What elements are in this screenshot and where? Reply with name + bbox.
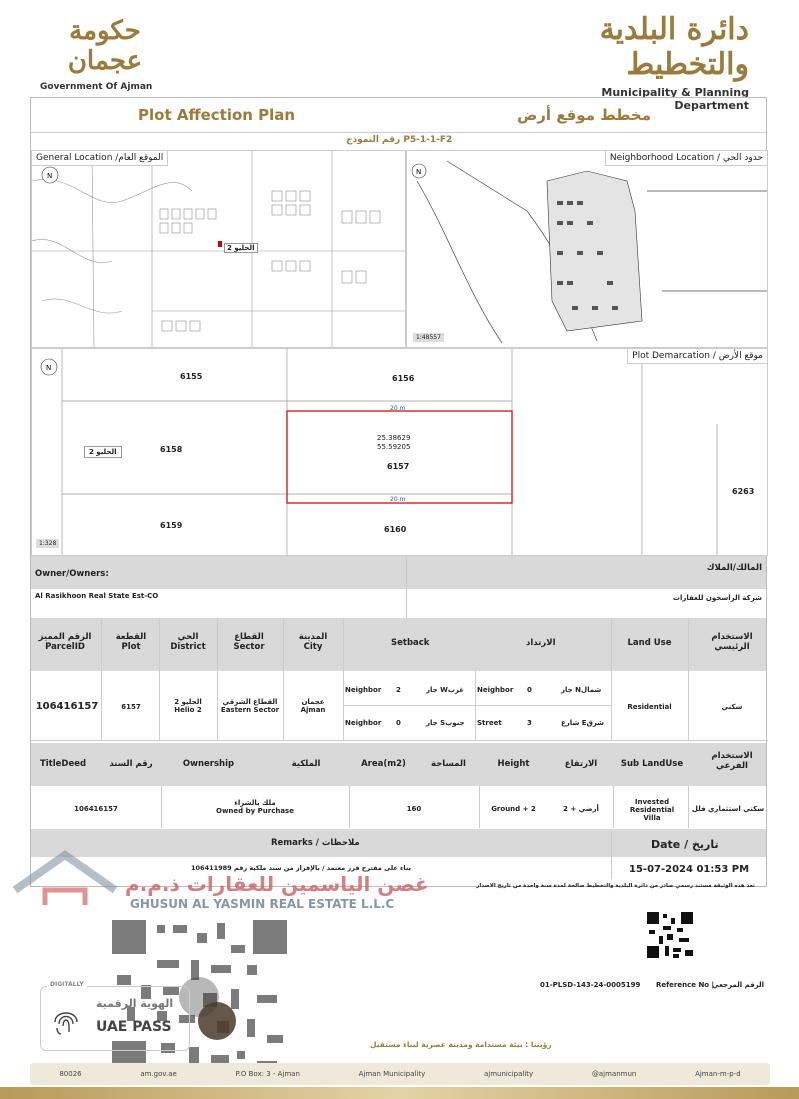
setback-r2-right-value: 3 — [527, 719, 532, 727]
fingerprint-icon — [49, 1002, 83, 1036]
plot-6159: 6159 — [160, 521, 183, 530]
ownership-value-en: Owned by Purchase — [216, 807, 294, 815]
svg-text:N: N — [47, 172, 53, 180]
department-logo-arabic: دائرة البلدية والتخطيط — [599, 12, 749, 82]
grid-line — [613, 786, 614, 828]
header-plot-en: Plot — [121, 642, 141, 652]
agency-seal-icon — [198, 1002, 236, 1040]
neighborhood-location-label: Neighborhood Location / حدود الحي — [605, 151, 767, 166]
plot-demarcation-label: Plot Demarcation / موقع الأرض — [627, 349, 767, 364]
footer-twitter[interactable]: @ajmanmun — [591, 1070, 637, 1078]
grid-line — [283, 618, 284, 740]
neighborhood-location-map — [406, 150, 768, 348]
header-landuse-en: Land Use — [627, 638, 672, 648]
ownership-value — [161, 799, 349, 815]
header-area-ar: المساحة — [431, 759, 466, 769]
department-logo-english: Municipality & Planning Department — [601, 86, 749, 112]
footer-phone[interactable]: 80026 — [59, 1070, 82, 1078]
header-parcel-ar: الرقم المميز — [38, 632, 92, 642]
header-city — [283, 632, 343, 652]
landuse-ar: سكني — [721, 703, 743, 711]
decorative-bottom-strip — [0, 1087, 799, 1099]
header-district-ar: الحي — [177, 632, 199, 642]
grid-line — [343, 705, 611, 706]
plot-6156: 6156 — [392, 374, 415, 383]
government-logo-arabic: حكومة عجمان — [67, 16, 143, 76]
agency-house-logo — [10, 850, 125, 920]
header-city-ar: المدينة — [298, 632, 328, 642]
setback-r2-left-value: 0 — [396, 719, 401, 727]
header-area-en: Area(m2) — [361, 759, 406, 769]
height-value-en: Ground + 2 — [491, 805, 536, 813]
district-value — [159, 698, 217, 714]
header-ownership-ar: الملكية — [291, 759, 321, 769]
plot-number: 6157 — [121, 703, 141, 711]
general-location-label: General Location /الموقع العام — [32, 151, 168, 166]
edge-length-top: 20 m — [390, 405, 406, 412]
title-row — [31, 98, 766, 133]
height-value-ar: أرضي + 2 — [563, 805, 599, 813]
grid-line — [611, 618, 612, 740]
general-location-map — [31, 150, 406, 348]
header-height-ar: الارتفاع — [564, 759, 598, 769]
remarks-label: Remarks / ملاحظات — [271, 838, 360, 848]
remarks-text: بناء على مقترح فرز معتمد / بالإفراز من سند ملكية رقم 106411989 — [191, 864, 411, 872]
parcel-id: 106416157 — [35, 701, 99, 712]
general-map-drawing — [32, 151, 406, 348]
header-plot — [103, 632, 159, 652]
setback-r2-left-type: Neighbor — [345, 719, 382, 727]
header-district — [159, 632, 217, 652]
agency-name-en: GHUSUN AL YASMIN REAL ESTATE L.L.C — [130, 897, 395, 911]
plot-6157: 6157 — [387, 462, 410, 471]
setback-r1-left-direction: غربW جار — [426, 686, 465, 694]
sub-landuse-ar: سكني استثماري فلل — [691, 805, 765, 813]
neighborhood-scale: 1:48557 — [413, 333, 444, 342]
header-sector — [217, 632, 281, 652]
header-sublanduse-en: Sub LandUse — [620, 759, 684, 769]
city-value-en: Ajman — [300, 706, 326, 714]
date-label: Date / تاريخ — [651, 838, 719, 851]
uae-pass-digitally: DIGITALLY — [47, 981, 87, 988]
landuse-en: Residential — [627, 703, 672, 711]
setback-r1-right-type: Neighbor — [477, 686, 514, 694]
verification-qr-code-icon — [645, 910, 695, 960]
grid-line — [479, 786, 480, 828]
issue-date: 15-07-2024 01:53 PM — [629, 864, 750, 875]
plot-6263: 6263 — [732, 487, 755, 496]
plot-6155: 6155 — [180, 372, 203, 381]
footer-pobox: P.O Box: 3 - Ajman — [235, 1070, 300, 1078]
grid-line — [688, 786, 689, 828]
reference-label-en: Reference No | — [656, 981, 715, 989]
header-parcel — [33, 632, 97, 652]
setback-r1-right-direction: شمالN جار — [561, 686, 602, 694]
header-city-en: City — [303, 642, 323, 652]
header-district-en: District — [170, 642, 206, 652]
grid-line — [161, 786, 162, 828]
header-titledeed-en: TitleDeed — [39, 759, 87, 769]
coordinates — [377, 434, 410, 452]
owner-label-en: Owner/Owners: — [35, 569, 109, 579]
validity-note: تعد هذه الوثيقة مستند رسمي صادر من دائرة البلدية والتخطيط صالحة لمدة سنة واحدة من تاريخ الاصدار — [476, 883, 755, 889]
agency-name-ar: غصن الياسمين للعقارات ذ.م.م — [125, 872, 429, 896]
page-title-ar: مخطط موقع أرض — [517, 106, 651, 124]
footer-contacts — [30, 1063, 770, 1085]
ownership-value-ar: ملك بالشراء — [234, 799, 276, 807]
svg-text:N: N — [46, 364, 52, 372]
grid-line — [349, 786, 350, 828]
district-tag: الحليو 2 — [84, 446, 122, 458]
city-value — [283, 698, 343, 714]
reference-label-ar: الرقم المرجعي — [712, 981, 765, 989]
sector-value-en: Eastern Sector — [220, 706, 280, 714]
owner-divider — [406, 556, 407, 618]
plot-6160: 6160 — [384, 525, 407, 534]
coordinate-lon: 55.59205 — [377, 443, 411, 451]
government-logo — [40, 16, 170, 92]
neighborhood-map-drawing — [407, 151, 768, 348]
header-sublanduse-ar: الاستخدام الفرعي — [711, 751, 753, 771]
area-value: 160 — [406, 805, 422, 813]
uae-pass-box — [40, 981, 190, 1051]
edge-length-bottom: 20 m — [390, 496, 406, 503]
header-ownership-en: Ownership — [182, 759, 235, 769]
district-value-ar: الحليو 2 — [174, 698, 202, 706]
header-titledeed-ar: رقم السند — [109, 759, 153, 769]
header-parcel-en: ParcelID — [45, 642, 85, 652]
setback-r1-left-type: Neighbor — [345, 686, 382, 694]
plot-demarcation-map — [31, 348, 768, 556]
grid-line — [343, 618, 344, 740]
sector-value-ar: القطاع الشرقي — [222, 698, 278, 706]
setback-r2-right-type: Street — [477, 719, 502, 727]
government-logo-english: Government Of Ajman — [40, 82, 153, 92]
setback-r2-right-direction: شرقE شارع — [561, 719, 605, 727]
owner-name-ar: شركة الراسخون للعقارات — [672, 594, 762, 602]
uae-pass-en: UAE PASS — [96, 1019, 172, 1035]
coordinate-lat: 25.38629 — [377, 434, 411, 442]
footer-website[interactable]: am.gov.ae — [140, 1070, 177, 1078]
owner-header-bar — [31, 556, 766, 589]
grid-line — [159, 618, 160, 740]
footer-instagram[interactable]: Ajman-m-p-d — [695, 1070, 741, 1078]
page-title-en: Plot Affection Plan — [138, 106, 296, 124]
plan-frame — [30, 97, 767, 887]
general-district-tag: الحليو 2 — [224, 243, 258, 253]
owner-name-en: Al Rasikhoon Real State Est-CO — [35, 592, 159, 600]
grid-line — [611, 829, 612, 879]
sector-value — [217, 698, 283, 714]
vision-statement: رؤيتنا : بيئة مستدامة ومدينة عصرية لبناء مستقبل — [370, 1040, 552, 1049]
grid-line — [31, 740, 768, 741]
owner-label-ar: المالك/الملاك — [706, 563, 762, 573]
header-setback-en: Setback — [391, 638, 430, 648]
setback-r1-right-value: 0 — [527, 686, 532, 694]
header-plot-ar: القطعة — [115, 632, 147, 642]
grid-line — [217, 618, 218, 740]
plot-6158: 6158 — [160, 445, 183, 454]
header-sector-ar: القطاع — [234, 632, 264, 642]
setback-r2-left-direction: جنوبS جار — [426, 719, 465, 727]
setback-r1-left-value: 2 — [396, 686, 401, 694]
city-value-ar: عجمان — [301, 698, 325, 706]
footer-email[interactable]: ajmunicipality — [484, 1070, 534, 1078]
form-number: رقم النموذج P5-1-1-F2 — [346, 135, 453, 145]
header-setback-ar: الارتداد — [526, 638, 556, 648]
header-height-en: Height — [497, 759, 530, 769]
footer-facebook[interactable]: Ajman Municipality — [358, 1070, 426, 1078]
demarcation-scale: 1:328 — [36, 539, 59, 548]
grid-line — [688, 618, 689, 740]
district-value-en: Helio 2 — [174, 706, 202, 714]
header-sector-en: Sector — [233, 642, 265, 652]
titledeed-value: 106416157 — [74, 805, 118, 813]
reference-number: 01-PLSD-143-24-0005199 — [540, 981, 641, 989]
svg-text:N: N — [416, 168, 422, 176]
uae-pass-ar: الهوية الرقمية — [96, 997, 174, 1010]
header-landuse-ar: الاستخدام الرئيسي — [711, 632, 753, 652]
sub-landuse-en: Invested Residential Villa — [629, 798, 675, 822]
grid-line — [101, 618, 102, 740]
